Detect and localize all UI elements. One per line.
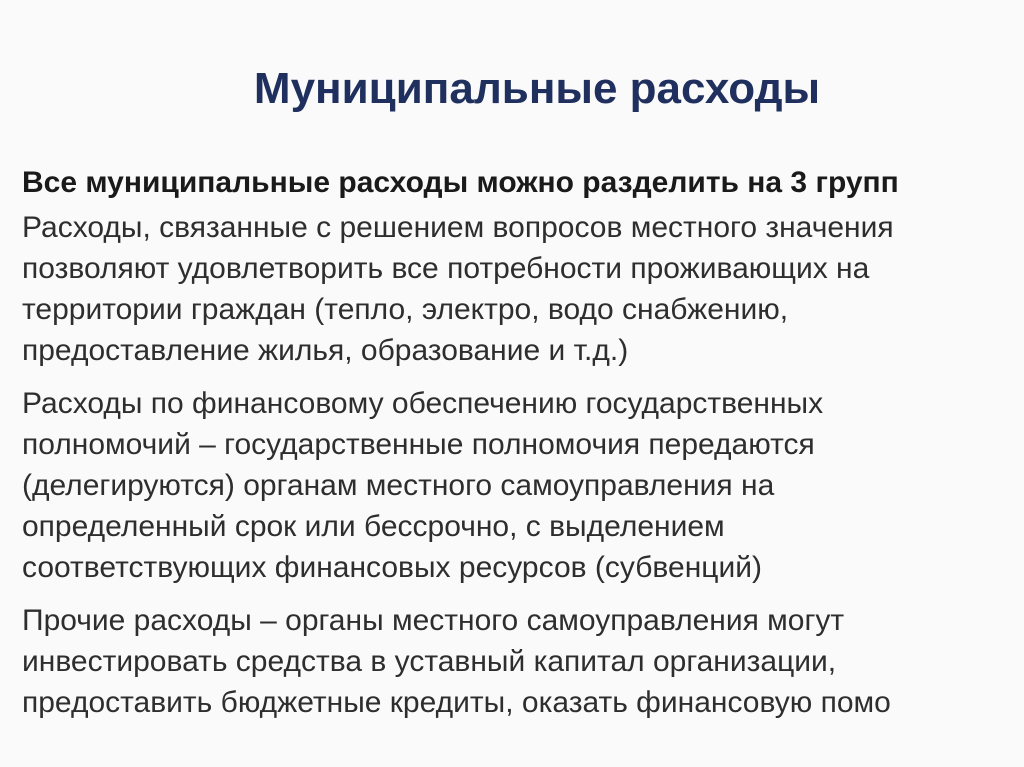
- slide-body: [22, 162, 1024, 735]
- paragraph-other-expenses: [22, 600, 1024, 723]
- text-line: Расходы по финансовому обеспечению государственных: [22, 387, 824, 420]
- text-line: предоставить бюджетные кредиты, оказать финансовую помо: [22, 686, 891, 719]
- text-line: инвестировать средства в уставный капитал организации,: [22, 645, 837, 678]
- paragraph-state-powers-expenses: [22, 383, 1024, 588]
- text-line: полномочий – государственные полномочия передаются: [22, 428, 815, 461]
- text-line: предоставление жилья, образование и т.д.): [22, 334, 629, 367]
- text-line: Расходы, связанные с решением вопросов местного значения: [22, 211, 894, 244]
- slide-title: Муниципальные расходы: [253, 64, 821, 113]
- text-line: (делегируются) органам местного самоуправления на: [22, 469, 775, 502]
- text-line: Прочие расходы – органы местного самоуправления могут: [22, 604, 845, 637]
- lead-statement: Все муниципальные расходы можно разделить на 3 групп: [22, 166, 899, 199]
- paragraph-local-expenses: [22, 207, 1024, 371]
- text-line: территории граждан (тепло, электро, водо снабжению,: [22, 293, 789, 326]
- text-line: определенный срок или бессрочно, с выделением: [22, 510, 725, 543]
- text-line: позволяют удовлетворить все потребности проживающих на: [22, 252, 870, 285]
- text-line: соответствующих финансовых ресурсов (субвенций): [22, 551, 762, 584]
